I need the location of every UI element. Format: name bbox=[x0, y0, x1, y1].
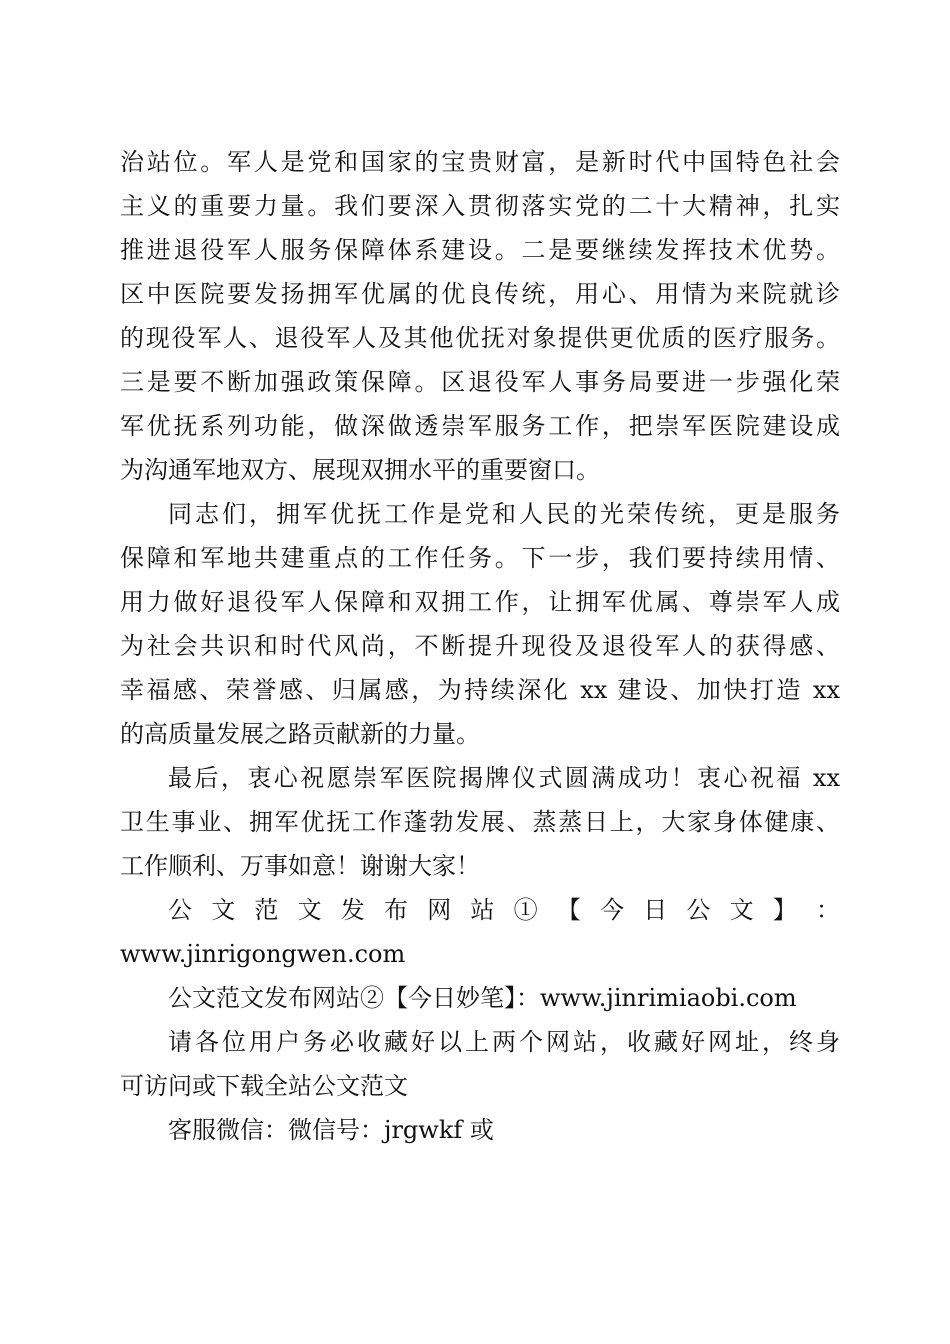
text-line: 为社会共识和时代风尚，不断提升现役及退役军人的获得感、 bbox=[120, 632, 840, 660]
text-line: 可访问或下载全站公文范文 bbox=[120, 1072, 408, 1100]
text-line: 的现役军人、退役军人及其他优抚对象提供更优质的医疗服务。 bbox=[120, 324, 840, 352]
text-line: 治站位。军人是党和国家的宝贵财富，是新时代中国特色社会 bbox=[120, 148, 840, 176]
text-line: 客服微信：微信号：jrgwkf 或 bbox=[168, 1116, 494, 1144]
text-line: 推进退役军人服务保障体系建设。二是要继续发挥技术优势。 bbox=[120, 236, 840, 264]
text-line: 请各位用户务必收藏好以上两个网站，收藏好网址，终身 bbox=[168, 1028, 840, 1056]
text-line: 军优抚系列功能，做深做透崇军服务工作，把崇军医院建设成 bbox=[120, 412, 840, 440]
text-line: 幸福感、荣誉感、归属感，为持续深化 xx 建设、加快打造 xx bbox=[120, 676, 840, 704]
document-body bbox=[120, 140, 840, 1152]
text-line: 最后，衷心祝愿崇军医院揭牌仪式圆满成功！衷心祝福 xx bbox=[168, 764, 840, 792]
text-line: 卫生事业、拥军优抚工作蓬勃发展、蒸蒸日上，大家身体健康、 bbox=[120, 808, 840, 836]
text-line: www.jinrigongwen.com bbox=[120, 940, 406, 968]
text-line: 主义的重要力量。我们要深入贯彻落实党的二十大精神，扎实 bbox=[120, 192, 840, 220]
text-line: 工作顺利、万事如意！谢谢大家！ bbox=[120, 852, 480, 880]
text-line: 同志们，拥军优抚工作是党和人民的光荣传统，更是服务 bbox=[168, 500, 840, 528]
text-line: 公文范文发布网站②【今日妙笔】：www.jinrimiaobi.com bbox=[168, 984, 797, 1012]
text-line: 保障和军地共建重点的工作任务。下一步，我们要持续用情、 bbox=[120, 544, 840, 572]
text-line: 为沟通军地双方、展现双拥水平的重要窗口。 bbox=[120, 456, 600, 484]
text-line: 的高质量发展之路贡献新的力量。 bbox=[120, 720, 480, 748]
text-line: 三是要不断加强政策保障。区退役军人事务局要进一步强化荣 bbox=[120, 368, 840, 396]
text-line: 区中医院要发扬拥军优属的优良传统，用心、用情为来院就诊 bbox=[120, 280, 840, 308]
text-line: 公 文 范 文 发 布 网 站 ① 【 今 日 公 文 】 ： bbox=[168, 896, 840, 924]
text-line: 用力做好退役军人保障和双拥工作，让拥军优属、尊崇军人成 bbox=[120, 588, 840, 616]
